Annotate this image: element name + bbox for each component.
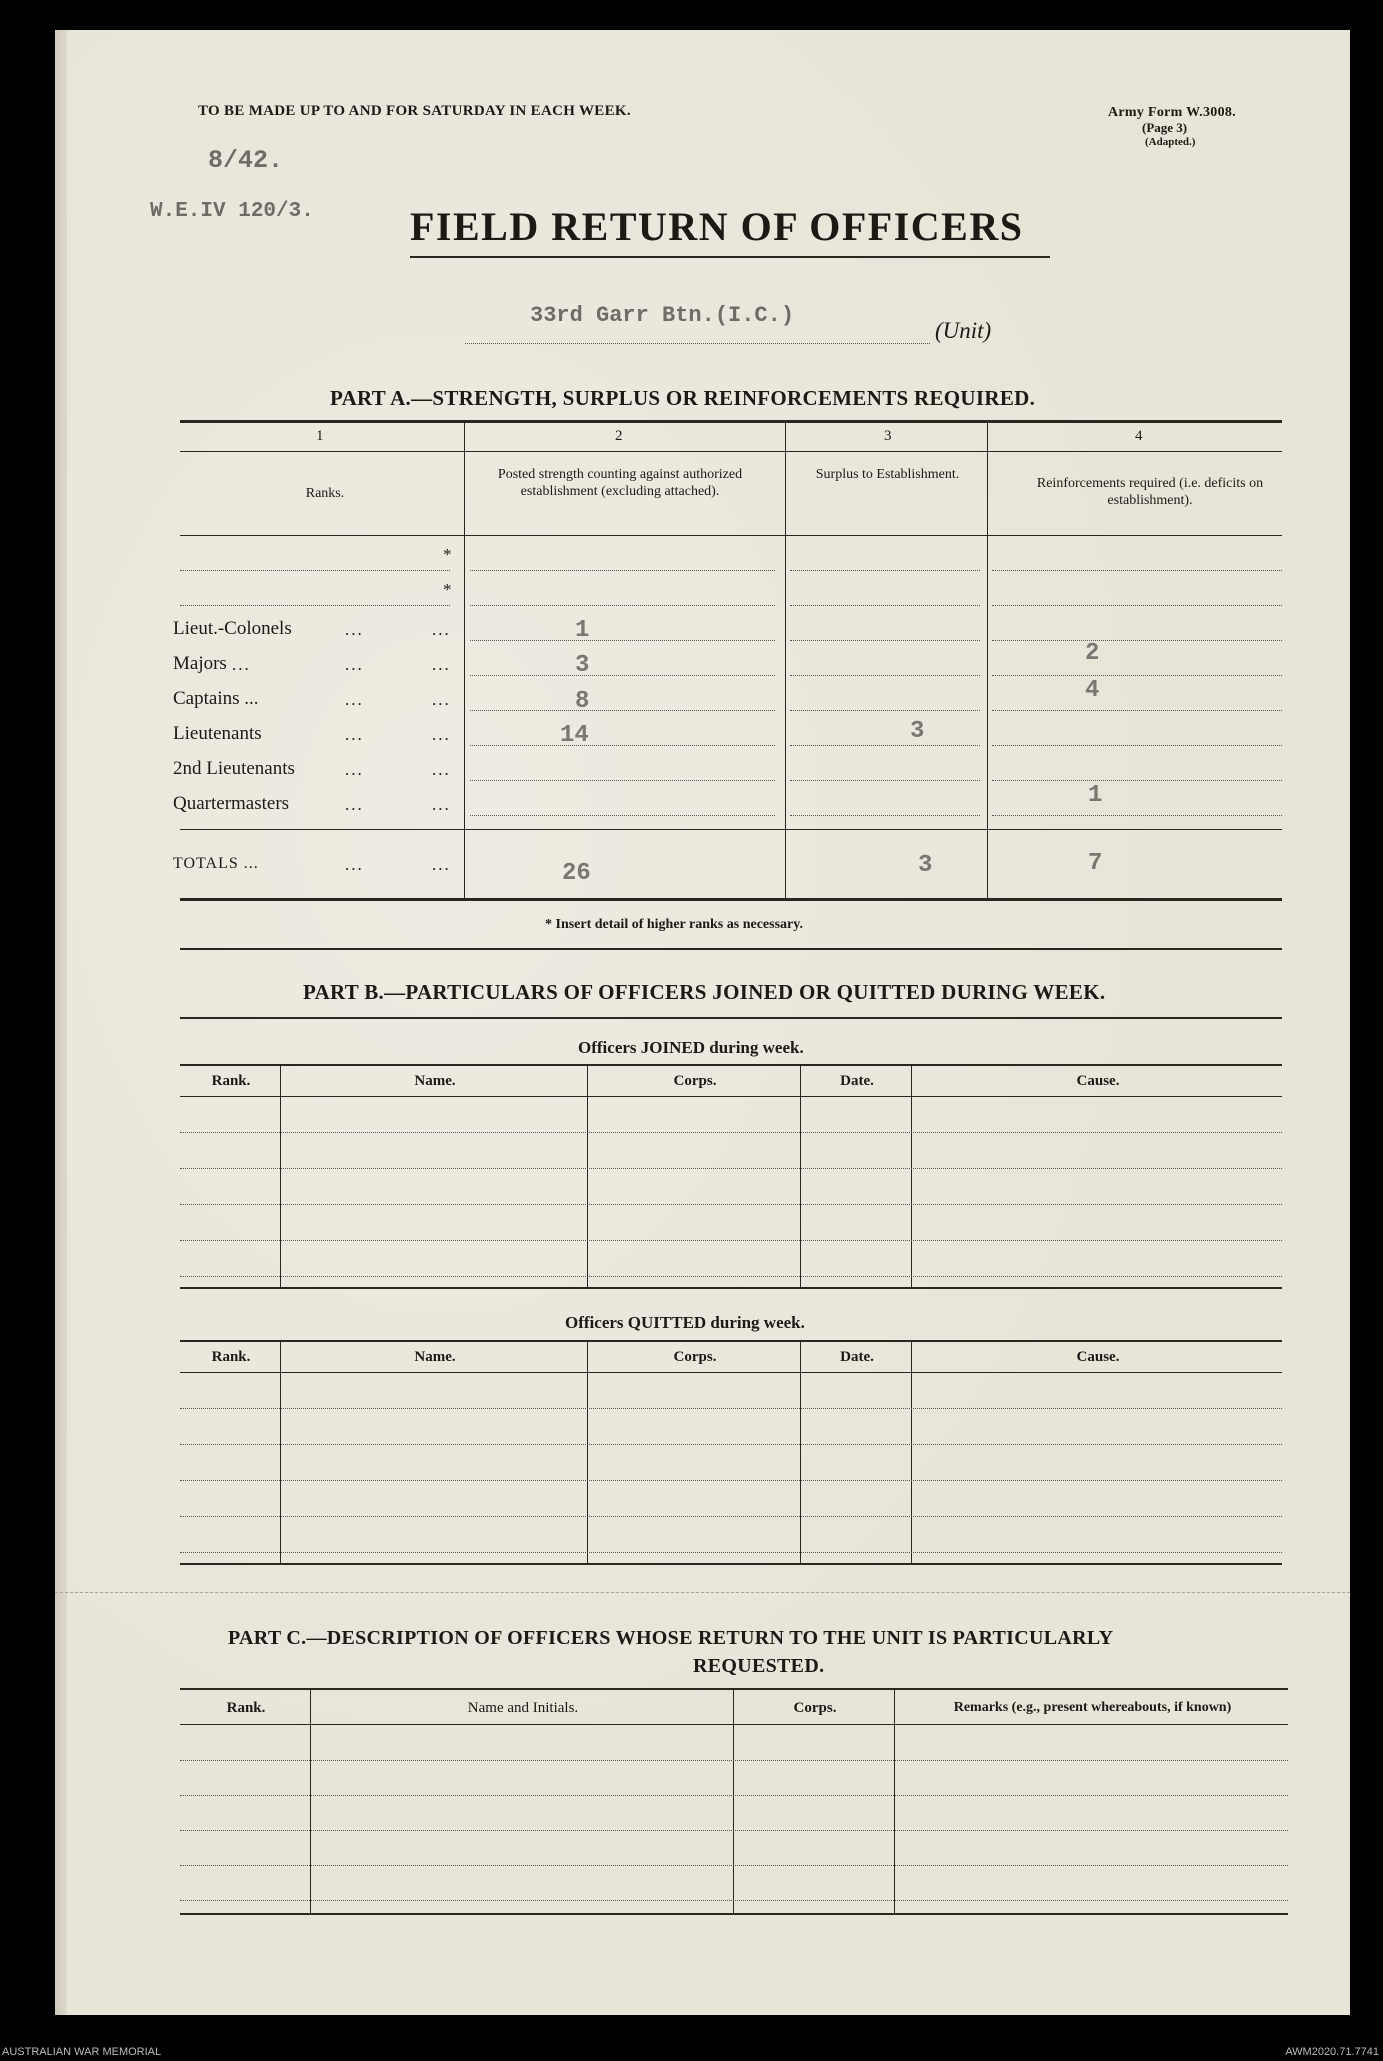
part-c-col-remarks: Remarks (e.g., present whereabouts, if known): [953, 1700, 1232, 1715]
joined-entry-line: [180, 1276, 1282, 1277]
row-line: [470, 780, 775, 781]
ellipsis: ...: [345, 760, 364, 779]
ellipsis: ...: [345, 855, 364, 874]
row-line: [992, 780, 1282, 781]
unit-value: 33rd Garr Btn.(I.C.): [530, 303, 795, 328]
row-line: [790, 780, 980, 781]
quitted-entry-line: [180, 1408, 1282, 1409]
joined-divider: [911, 1066, 912, 1288]
col-head-rule: [180, 535, 1282, 536]
part-a-title: PART A.—STRENGTH, SURPLUS OR REINFORCEMENTS REQUIRED.: [330, 386, 1036, 410]
quitted-divider: [800, 1342, 801, 1564]
reinf-majors: 2: [1085, 640, 1100, 667]
row-line: [790, 710, 980, 711]
row-line: [470, 675, 775, 676]
row-line: [790, 815, 980, 816]
asterisk-1: *: [443, 545, 452, 564]
part-b-top-rule: [180, 1017, 1282, 1019]
part-c-title-line2: REQUESTED.: [693, 1655, 825, 1677]
joined-head-rule: [180, 1096, 1282, 1097]
instruction-text: TO BE MADE UP TO AND FOR SATURDAY IN EACH WEEK.: [198, 103, 631, 119]
part-c-entry-line: [180, 1865, 1288, 1866]
rank-majors: Majors: [173, 653, 227, 674]
quitted-entry-line: [180, 1516, 1282, 1517]
reinf-captains: 4: [1085, 677, 1100, 704]
rank-lieutenants: Lieutenants: [173, 723, 262, 744]
totals-reinforcements: 7: [1088, 850, 1103, 877]
row-line: [790, 745, 980, 746]
ellipsis: ...: [345, 795, 364, 814]
asterisk-2: *: [443, 580, 452, 599]
stamp-reference: W.E.IV 120/3.: [150, 200, 314, 223]
part-c-col-rank: Rank.: [226, 1700, 266, 1716]
page-number: (Page 3): [1142, 120, 1188, 135]
footer-source: AUSTRALIAN WAR MEMORIAL: [2, 2046, 162, 2058]
quitted-entry-line: [180, 1552, 1282, 1553]
joined-entry-line: [180, 1240, 1282, 1241]
rank-captains: Captains ...: [173, 688, 259, 709]
joined-col-date: Date.: [840, 1073, 874, 1089]
joined-title: Officers JOINED during week.: [578, 1038, 804, 1057]
row-line: [470, 745, 775, 746]
totals-label: TOTALS ...: [173, 855, 259, 872]
quitted-col-date: Date.: [840, 1349, 874, 1365]
reinf-quartermasters: 1: [1088, 782, 1103, 809]
title-underline: [410, 256, 1050, 258]
quitted-col-cause: Cause.: [1076, 1349, 1120, 1365]
col-number-1: 1: [316, 428, 324, 444]
row-line: [790, 605, 980, 606]
part-c-entry-line: [180, 1830, 1288, 1831]
ellipsis: ...: [345, 690, 364, 709]
ellipsis: ...: [432, 655, 451, 674]
ellipsis: ...: [345, 620, 364, 639]
quitted-col-corps: Corps.: [673, 1349, 717, 1365]
part-c-title-line1: PART C.—DESCRIPTION OF OFFICERS WHOSE RETURN TO THE UNIT IS PARTICULARLY: [228, 1627, 1114, 1649]
joined-divider: [587, 1066, 588, 1288]
part-c-entry-line: [180, 1795, 1288, 1796]
part-c-divider: [310, 1690, 311, 1915]
part-b-title: PART B.—PARTICULARS OF OFFICERS JOINED OR QUITTED DURING WEEK.: [303, 980, 1106, 1004]
row-line: [470, 815, 775, 816]
quitted-divider: [911, 1342, 912, 1564]
part-c-bottom-rule: [180, 1913, 1288, 1915]
quitted-divider: [280, 1342, 281, 1564]
row-line: [790, 675, 980, 676]
ellipsis: ...: [232, 655, 251, 674]
stamp-date: 8/42.: [208, 146, 284, 175]
joined-col-name: Name.: [414, 1073, 456, 1089]
row-line: [470, 570, 775, 571]
joined-col-rank: Rank.: [211, 1073, 251, 1089]
col-head-posted: Posted strength counting against authorized establishment (excluding attached).: [497, 467, 743, 499]
col-number-4: 4: [1135, 428, 1143, 444]
part-c-top-rule: [180, 1688, 1288, 1690]
joined-top-rule: [180, 1064, 1282, 1066]
part-a-divider-2: [785, 420, 786, 900]
ellipsis: ...: [432, 795, 451, 814]
col-number-rule: [180, 451, 1282, 452]
row-line: [470, 605, 775, 606]
part-c-col-name: Name and Initials.: [467, 1700, 579, 1716]
ellipsis: ...: [432, 690, 451, 709]
row-line: [992, 570, 1282, 571]
fold-line: [55, 1592, 1350, 1593]
quitted-entry-line: [180, 1480, 1282, 1481]
ellipsis: ...: [432, 725, 451, 744]
ellipsis: ...: [432, 760, 451, 779]
unit-label: (Unit): [935, 318, 992, 343]
joined-entry-line: [180, 1132, 1282, 1133]
rank-quartermasters: Quartermasters: [173, 793, 290, 814]
higher-rank-line-2: [180, 605, 450, 606]
ellipsis: ...: [432, 855, 451, 874]
unit-dotted-line: [465, 343, 930, 344]
footnote: * Insert detail of higher ranks as necessary.: [545, 917, 803, 932]
posted-lieut-colonels: 1: [575, 617, 590, 644]
footer-reference: AWM2020.71.7741: [1285, 2046, 1379, 2058]
quitted-bottom-rule: [180, 1563, 1282, 1565]
ellipsis: ...: [345, 725, 364, 744]
page-edge: [55, 30, 67, 2015]
col-number-2: 2: [615, 428, 623, 444]
part-a-divider-3: [987, 420, 988, 900]
totals-rule: [180, 829, 1282, 830]
joined-divider: [800, 1066, 801, 1288]
posted-majors: 3: [575, 652, 590, 679]
part-a-top-rule: [180, 420, 1282, 423]
higher-rank-line-1: [180, 570, 450, 571]
col-head-surplus: Surplus to Establishment.: [815, 467, 960, 482]
row-line: [992, 710, 1282, 711]
joined-col-cause: Cause.: [1076, 1073, 1120, 1089]
page-title: FIELD RETURN OF OFFICERS: [410, 204, 1024, 249]
part-c-divider: [733, 1690, 734, 1915]
part-a-bottom-rule: [180, 898, 1282, 901]
row-line: [992, 640, 1282, 641]
quitted-divider: [587, 1342, 588, 1564]
row-line: [992, 605, 1282, 606]
joined-bottom-rule: [180, 1287, 1282, 1289]
row-line: [992, 815, 1282, 816]
part-c-entry-line: [180, 1760, 1288, 1761]
col-head-ranks: Ranks.: [305, 486, 345, 501]
quitted-col-rank: Rank.: [211, 1349, 251, 1365]
row-line: [790, 570, 980, 571]
row-line: [790, 640, 980, 641]
row-line: [992, 745, 1282, 746]
part-c-col-corps: Corps.: [793, 1700, 837, 1716]
ellipsis: ...: [345, 655, 364, 674]
joined-divider: [280, 1066, 281, 1288]
part-a-footer-rule: [180, 948, 1282, 950]
totals-surplus: 3: [918, 852, 933, 879]
row-line: [470, 640, 775, 641]
part-c-head-rule: [180, 1724, 1288, 1725]
quitted-title: Officers QUITTED during week.: [565, 1313, 805, 1332]
adapted-note: (Adapted.): [1145, 136, 1196, 148]
row-line: [470, 710, 775, 711]
rank-lieut-colonels: Lieut.-Colonels: [173, 618, 292, 639]
quitted-col-name: Name.: [414, 1349, 456, 1365]
quitted-entry-line: [180, 1444, 1282, 1445]
rank-2nd-lieutenants: 2nd Lieutenants: [173, 758, 295, 779]
form-number: Army Form W.3008.: [1108, 105, 1236, 120]
col-head-reinforcements: Reinforcements required (i.e. deficits on establishment).: [1036, 476, 1264, 508]
part-a-divider-1: [464, 420, 465, 900]
surplus-lieutenants: 3: [910, 718, 925, 745]
part-c-entry-line: [180, 1900, 1288, 1901]
col-number-3: 3: [884, 428, 892, 444]
part-c-divider: [894, 1690, 895, 1915]
quitted-top-rule: [180, 1340, 1282, 1342]
joined-entry-line: [180, 1204, 1282, 1205]
posted-lieutenants: 14: [560, 722, 589, 749]
joined-col-corps: Corps.: [673, 1073, 717, 1089]
quitted-head-rule: [180, 1372, 1282, 1373]
ellipsis: ...: [432, 620, 451, 639]
row-line: [992, 675, 1282, 676]
totals-posted: 26: [562, 860, 591, 887]
posted-captains: 8: [575, 688, 590, 715]
joined-entry-line: [180, 1168, 1282, 1169]
